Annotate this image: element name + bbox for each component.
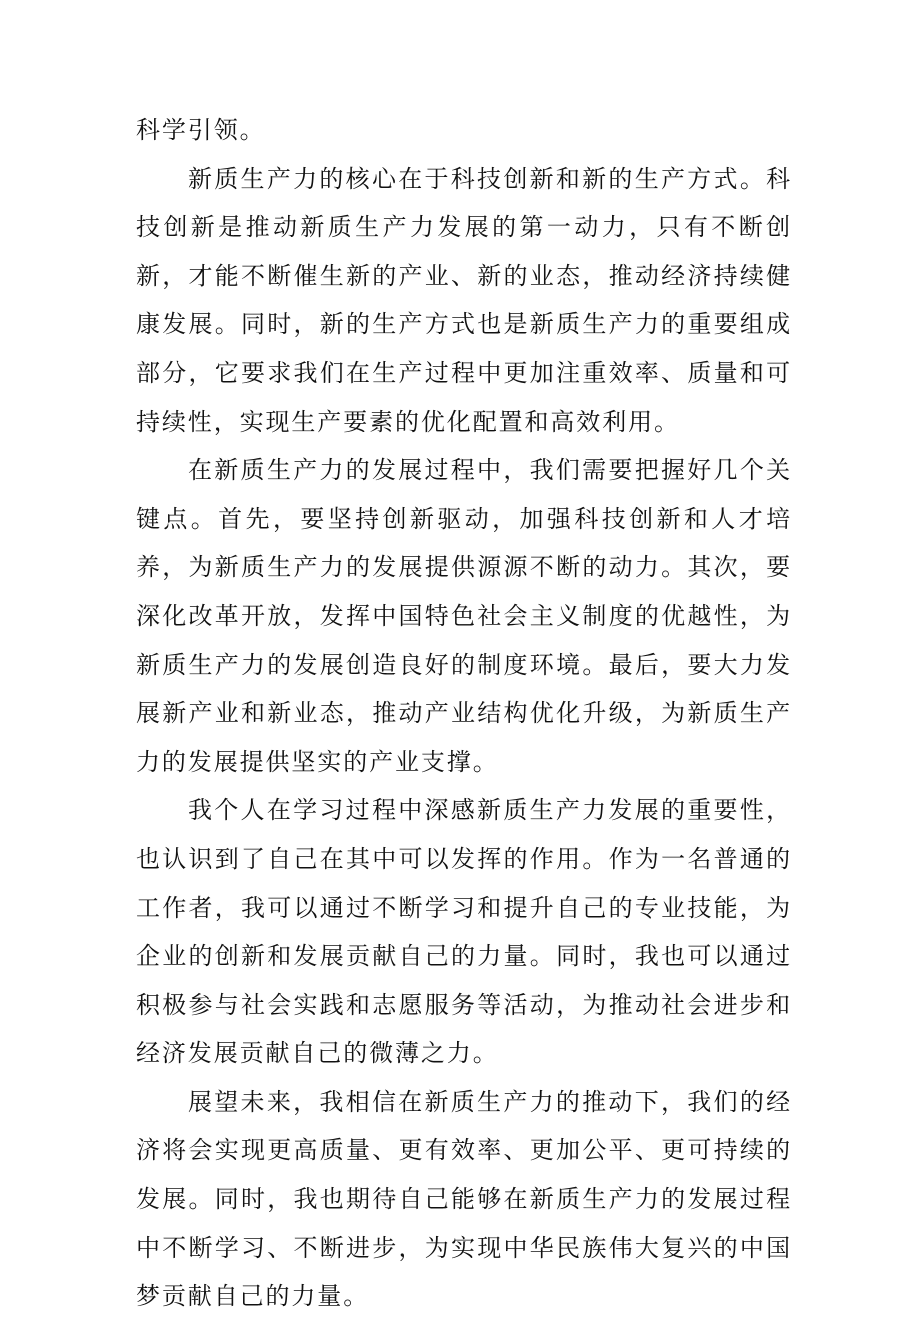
document-body xyxy=(136,106,792,1321)
paragraph-continued: 科学引领。 xyxy=(136,116,266,144)
paragraph-personal-reflection: 我个人在学习过程中深感新质生产力发展的重要性，也认识到了自己在其中可以发挥的作用。作为一名普通的工作者，我可以通过不断学习和提升自己的专业技能，为企业的创新和发展贡献自己的力量。同时，我也可以通过积极参与社会实践和志愿服务等活动，为推动社会进步和经济发展贡献自己的微薄之力。 xyxy=(136,796,792,1068)
paragraph-core-innovation: 新质生产力的核心在于科技创新和新的生产方式。科技创新是推动新质生产力发展的第一动力，只有不断创新，才能不断催生新的产业、新的业态，推动经济持续健康发展。同时，新的生产方式也是新质生产力的重要组成部分，它要求我们在生产过程中更加注重效率、质量和可持续性，实现生产要素的优化配置和高效利用。 xyxy=(136,164,792,436)
paragraph-outlook: 展望未来，我相信在新质生产力的推动下，我们的经济将会实现更高质量、更有效率、更加公平、更可持续的发展。同时，我也期待自己能够在新质生产力的发展过程中不断学习、不断进步，为实现中华民族伟大复兴的中国梦贡献自己的力量。 xyxy=(136,1087,792,1311)
paragraph-key-points: 在新质生产力的发展过程中，我们需要把握好几个关键点。首先，要坚持创新驱动，加强科技创新和人才培养，为新质生产力的发展提供源源不断的动力。其次，要深化改革开放，发挥中国特色社会主义制度的优越性，为新质生产力的发展创造良好的制度环境。最后，要大力发展新产业和新业态，推动产业结构优化升级，为新质生产力的发展提供坚实的产业支撑。 xyxy=(136,456,792,776)
